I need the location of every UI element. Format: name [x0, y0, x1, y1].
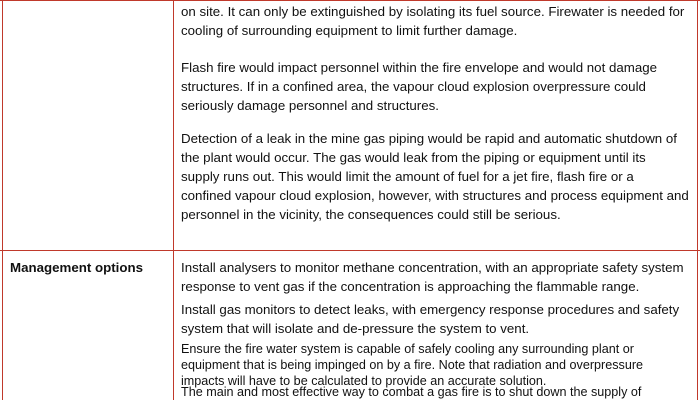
- table-top-border: [0, 0, 700, 1]
- row2-p3-line1: Ensure the fire water system is capable of safely cooling any surrounding plant or: [181, 342, 634, 356]
- row1-p1-line1: on site. It can only be extinguished by isolating its fuel source. Firewater is needed for: [181, 4, 685, 19]
- row1-p2-line2: structures. If in a confined area, the vapour cloud explosion overpressure could: [181, 79, 646, 94]
- row1-p3-line4: confined vapour cloud explosion, however, with structures and process equipment and: [181, 188, 689, 203]
- row1-p3-line2: the plant would occur. The gas would leak from the piping or equipment until its: [181, 150, 646, 165]
- table-row-divider: [0, 250, 700, 251]
- table-left-border: [2, 0, 3, 400]
- table-right-border: [697, 0, 698, 400]
- row1-p3-line3: supply runs out. This would limit the amount of fuel for a jet fire, flash fire or a: [181, 169, 634, 184]
- row1-p3-line1: Detection of a leak in the mine gas piping would be rapid and automatic shutdown of: [181, 131, 677, 146]
- row2-label: Management options: [10, 260, 143, 275]
- row2-p1-line2: response to vent gas if the concentration is approaching the flammable range.: [181, 279, 640, 294]
- row2-p2-line2: system that will isolate and de-pressure the system to vent.: [181, 321, 530, 336]
- row1-p2-line3: seriously damage personnel and structures.: [181, 98, 439, 113]
- row2-p3-line2: equipment that is being impinged on by a fire. Note that radiation and overpressure: [181, 358, 644, 372]
- row2-p1-line1: Install analysers to monitor methane concentration, with an appropriate safety system: [181, 260, 684, 275]
- table-column-divider: [173, 0, 174, 400]
- row1-p1-line2: cooling of surrounding equipment to limit further damage.: [181, 23, 518, 38]
- row1-p2-line1: Flash fire would impact personnel within the fire envelope and would not damage: [181, 60, 658, 75]
- row1-p3-line5: personnel in the vicinity, the consequences could still be serious.: [181, 207, 561, 222]
- row2-p3-line3: impacts will have to be calculated to provide an accurate solution.: [181, 374, 547, 388]
- row2-p4-line1: The main and most effective way to combat a gas fire is to shut down the supply of: [181, 385, 642, 399]
- row2-p2-line1: Install gas monitors to detect leaks, with emergency response procedures and safety: [181, 302, 680, 317]
